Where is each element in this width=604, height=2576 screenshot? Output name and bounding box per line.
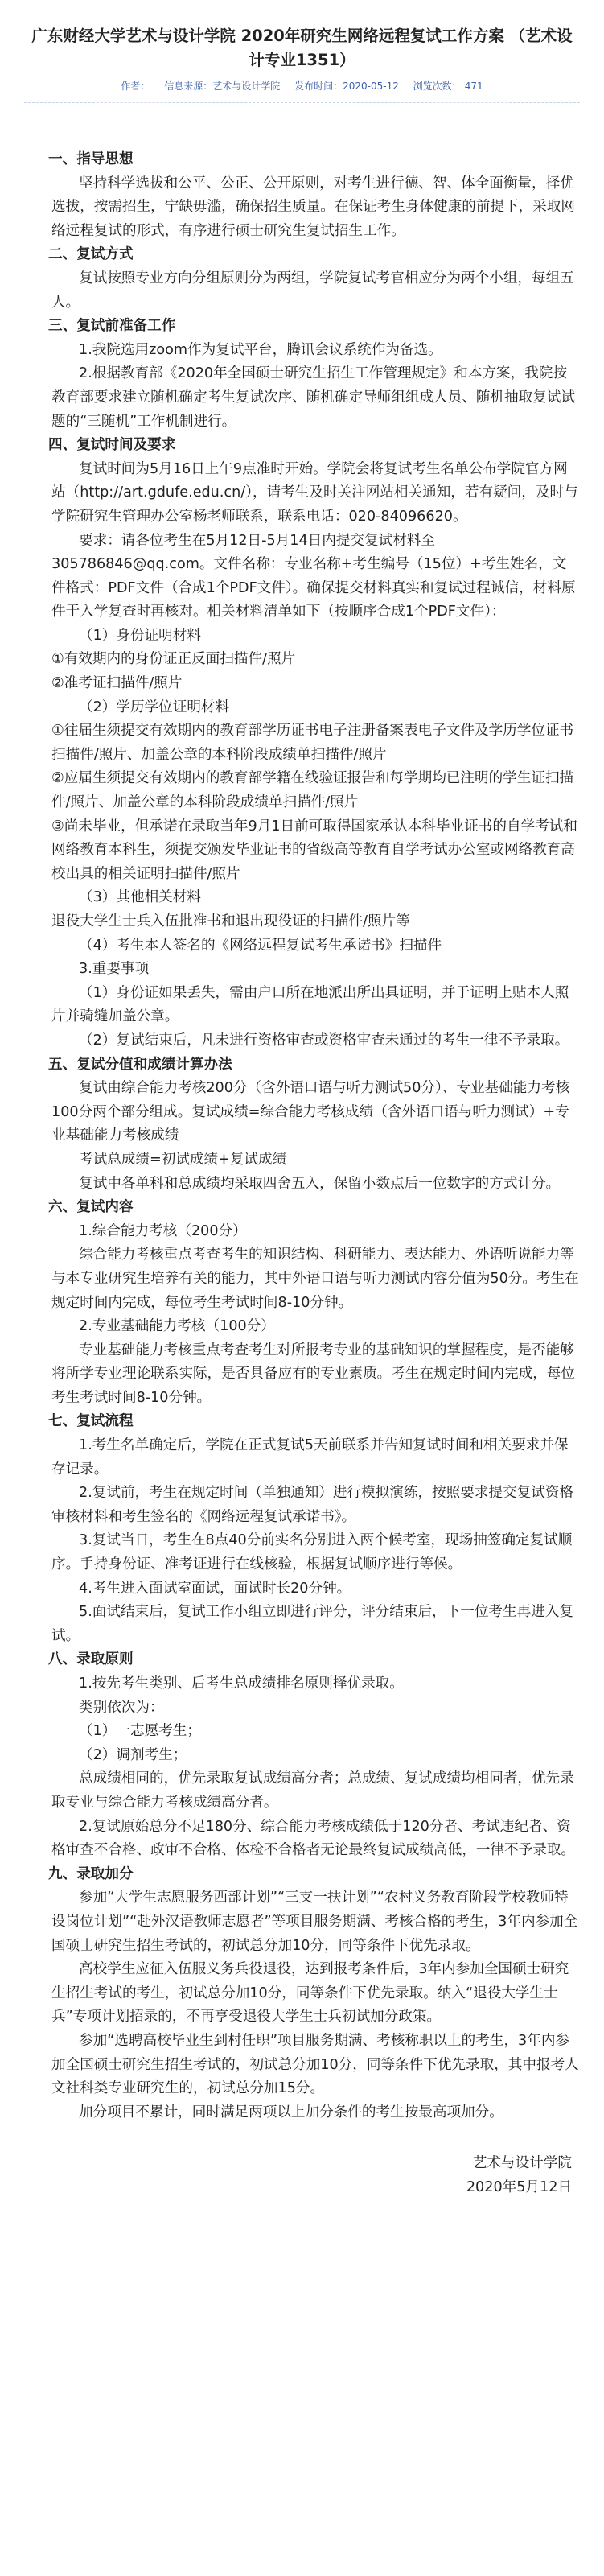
section-heading: 二、复试方式 (48, 246, 134, 263)
body-paragraph: （3）其他相关材料 (79, 889, 201, 906)
section-heading: 九、录取加分 (48, 1865, 134, 1882)
body-paragraph: 1.综合能力考核（200分） (79, 1222, 247, 1239)
section-heading: 四、复试时间及要求 (48, 437, 176, 454)
body-paragraph: 要求：请各位考生在5月12日-5月14日内提交复试材料至305786846@qq.com。文件名称：专业名称+考生编号（15位）+考生姓名，文件格式：PDF文件（合成1个PDF文件）。确保提交材料真实和复试过程诚信，材料原件于入学复查时再核对。相关材料清单如下（按顺序合成1个PDF文件）： (51, 532, 576, 620)
body-paragraph: 参加“选聘高校毕业生到村任职”项目服务期满、考核称职以上的考生，3年内参加全国硕士研究生招生考试的，初试总分加10分，同等条件下优先录取，其中报考人文社科类专业研究生的，初试总分加15分。 (51, 2032, 579, 2097)
body-paragraph: 总成绩相同的，优先录取复试成绩高分者；总成绩、复试成绩均相同者，优先录取专业与综合能力考核成绩高分者。 (51, 1770, 574, 1811)
section-heading: 八、录取原则 (48, 1651, 134, 1668)
section-heading: 六、复试内容 (48, 1199, 134, 1216)
meta-views (413, 80, 483, 92)
meta-views-label: 浏览次数： (413, 80, 462, 92)
body-paragraph: 复试按照专业方向分组原则分为两组，学院复试考官相应分为两个小组，每组五人。 (51, 270, 574, 311)
signature-org: 艺术与设计学院 (472, 2155, 572, 2172)
body-paragraph: 复试由综合能力考核200分（含外语口语与听力测试50分）、专业基础能力考核100分两个部分组成。复试成绩=综合能力考核成绩（含外语口语与听力测试）+专业基础能力考核成绩 (51, 1080, 570, 1144)
section-heading: 一、指导思想 (48, 151, 134, 167)
body-paragraph: 类别依次为： (79, 1699, 164, 1716)
body-paragraph: 退役大学生士兵入伍批准书和退出现役证的扫描件/照片等 (51, 913, 410, 929)
body-paragraph: 专业基础能力考核重点考查考生对所报考专业的基础知识的掌握程度，是否能够将所学专业理论联系实际，是否具备应有的专业素质。考生在规定时间内完成，每位考生考试时间8-10分钟。 (51, 1342, 575, 1406)
body-paragraph: ①往届生须提交有效期内的教育部学历证书电子注册备案表电子文件及学历学位证书扫描件/照片、加盖公章的本科阶段成绩单扫描件/照片 (51, 723, 574, 763)
body-paragraph: （1）身份证明材料 (79, 627, 201, 644)
body-paragraph: 1.按先考生类别、后考生总成绩排名原则择优录取。 (79, 1675, 404, 1692)
article-body (24, 148, 580, 2125)
article-meta (24, 79, 580, 103)
body-paragraph: 综合能力考核重点考查考生的知识结构、科研能力、表达能力、外语听说能力等与本专业研究生培养有关的能力，其中外语口语与听力测试内容分值为50分。考生在规定时间内完成，每位考生考试时间8-10分钟。 (51, 1247, 579, 1311)
body-paragraph: 加分项目不累计，同时满足两项以上加分条件的考生按最高项加分。 (79, 2104, 503, 2121)
meta-source: 信息来源：艺术与设计学院 (164, 80, 281, 92)
body-paragraph: 复试中各单科和总成绩均采取四舍五入，保留小数点后一位数字的方式计分。 (79, 1175, 561, 1192)
body-paragraph: 3.重要事项 (79, 961, 150, 978)
body-paragraph: （1）身份证如果丢失，需由户口所在地派出所出具证明，并于证明上贴本人照片并骑缝加盖公章。 (51, 984, 569, 1025)
body-paragraph: 3.复试当日，考生在8点40分前实名分别进入两个候考室，现场抽签确定复试顺序。手持身份证、准考证进行在线核验，根据复试顺序进行等候。 (51, 1532, 573, 1573)
signature-date: 2020年5月12日 (466, 2178, 572, 2195)
body-paragraph: 4.考生进入面试室面试，面试时长20分钟。 (79, 1580, 351, 1597)
meta-author: 作者： (121, 80, 150, 92)
meta-date: 发布时间：2020-05-12 (294, 80, 399, 92)
body-paragraph: （2）学历学位证明材料 (79, 699, 230, 715)
article-title: 广东财经大学艺术与设计学院 2020年研究生网络远程复试工作方案 （艺术设计专业1351） (31, 27, 573, 69)
body-paragraph: 考试总成绩=初试成绩+复试成绩 (79, 1151, 287, 1168)
body-paragraph: （1）一志愿考生； (79, 1723, 201, 1740)
body-paragraph: ②准考证扫描件/照片 (51, 675, 183, 692)
body-paragraph: （2）调剂考生； (79, 1746, 187, 1763)
body-paragraph: （4）考生本人签名的《网络远程复试考生承诺书》扫描件 (79, 937, 442, 954)
section-heading: 三、复试前准备工作 (48, 318, 176, 335)
body-paragraph: 2.专业基础能力考核（100分） (79, 1318, 275, 1335)
body-paragraph: 5.面试结束后，复试工作小组立即进行评分，评分结束后，下一位考生再进入复试。 (51, 1604, 573, 1644)
body-paragraph: 2.复试原始总分不足180分、综合能力考核成绩低于120分者、考试违纪者、资格审查不合格、政审不合格、体检不合格者无论最终复试成绩高低，一律不予录取。 (51, 1818, 575, 1859)
body-paragraph: 2.复试前，考生在规定时间（单独通知）进行模拟演练，按照要求提交复试资格审核材料和考生签名的《网络远程复试承诺书》。 (51, 1485, 573, 1525)
meta-views-count: 471 (464, 80, 483, 92)
article-signature (24, 2152, 580, 2199)
body-paragraph: 坚持科学选拔和公平、公正、公开原则，对考生进行德、智、体全面衡量，择优选拔，按需招生，宁缺毋滥，确保招生质量。在保证考生身体健康的前提下，采取网络远程复试的形式，有序进行硕士研究生复试招生工作。 (51, 175, 575, 239)
body-paragraph: 2.根据教育部《2020年全国硕士研究生招生工作管理规定》和本方案，我院按教育部要求建立随机确定考生复试次序、随机确定导师组组成人员、随机抽取复试试题的“三随机”工作机制进行。 (51, 365, 575, 430)
body-paragraph: 高校学生应征入伍服义务兵役退役，达到报考条件后，3年内参加全国硕士研究生招生考试的考生，初试总分加10分，同等条件下优先录取。纳入“退役大学生士兵”专项计划招录的，不再享受退役大学生士兵初试加分政策。 (51, 1961, 569, 2026)
body-paragraph: 参加“大学生志愿服务西部计划”“三支一扶计划”“农村义务教育阶段学校教师特设岗位计划”“赴外汉语教师志愿者”等项目服务期满、考核合格的考生，3年内参加全国硕士研究生招生考试的，初试总分加10分，同等条件下优先录取。 (51, 1890, 578, 1954)
section-heading: 五、复试分值和成绩计算办法 (48, 1056, 232, 1073)
body-paragraph: ③尚未毕业，但承诺在录取当年9月1日前可取得国家承认本科毕业证书的自学考试和网络教育本科生，须提交颁发毕业证书的省级高等教育自学考试办公室或网络教育高校出具的相关证明扫描件/照片 (51, 818, 577, 882)
body-paragraph: ①有效期内的身份证正反面扫描件/照片 (51, 651, 296, 668)
body-paragraph: 1.我院选用zoom作为复试平台，腾讯会议系统作为备选。 (79, 341, 442, 358)
section-heading: 七、复试流程 (48, 1413, 134, 1430)
body-paragraph: （2）复试结束后，凡未进行资格审查或资格审查未通过的考生一律不予录取。 (79, 1032, 569, 1049)
body-paragraph: 复试时间为5月16日上午9点准时开始。学院会将复试考生名单公布学院官方网站（http://art.gdufe.edu.cn/），请考生及时关注网站相关通知，若有疑问，及时与学院研究生管理办公室杨老师联系，联系电话：020-84096620。 (51, 460, 578, 525)
body-paragraph: 1.考生名单确定后，学院在正式复试5天前联系并告知复试时间和相关要求并保存记录。 (51, 1437, 569, 1478)
body-paragraph: ②应届生须提交有效期内的教育部学籍在线验证报告和每学期均已注明的学生证扫描件/照片、加盖公章的本科阶段成绩单扫描件/照片 (51, 770, 574, 811)
